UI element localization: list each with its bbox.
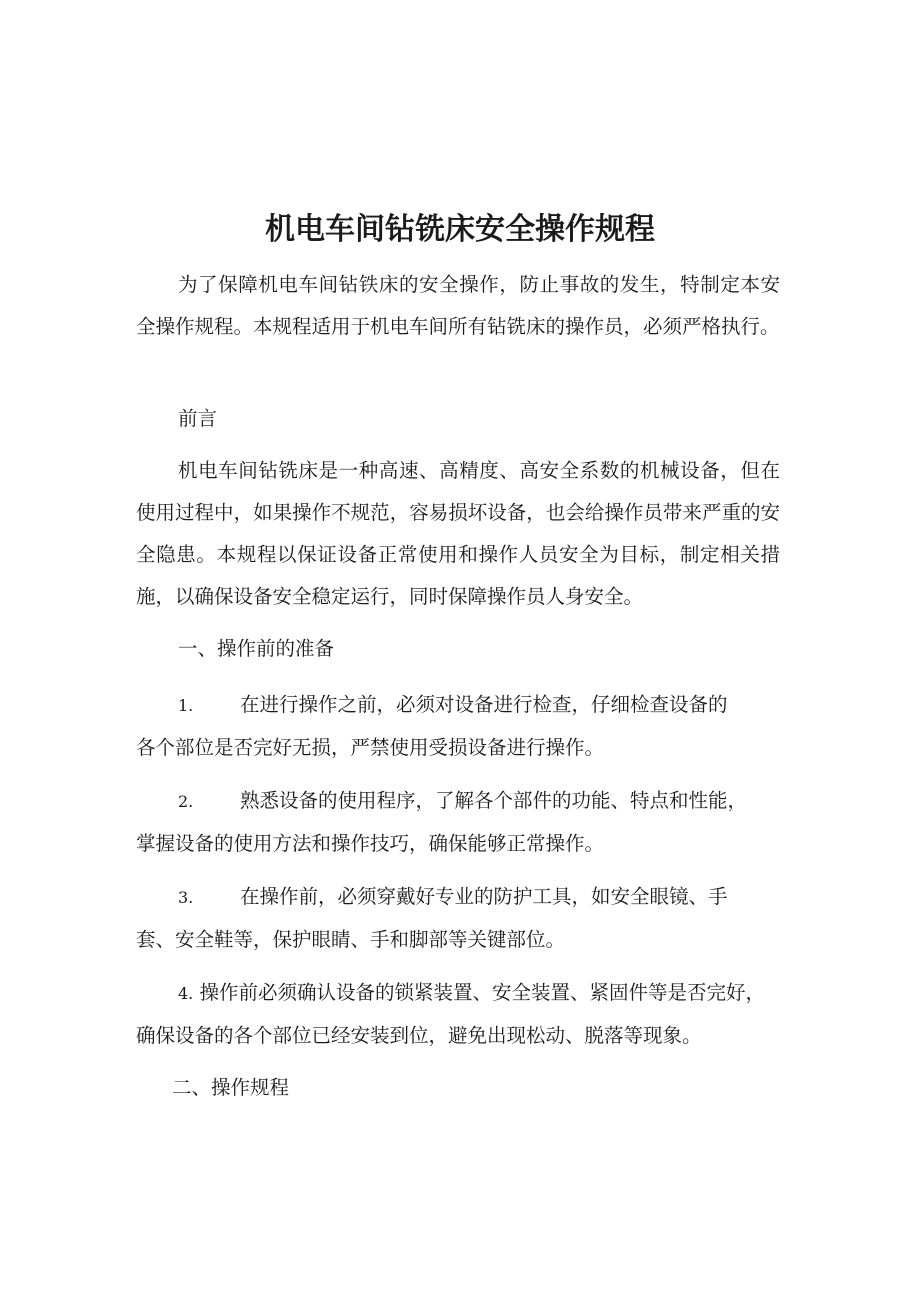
list-item-3-line-1 [136, 876, 780, 919]
document-title: 机电车间钻铣床安全操作规程 [265, 212, 655, 247]
list-item-4-line-1 [136, 972, 780, 1015]
list-item-2-line-1 [136, 780, 780, 823]
list-item-3-text-2: 套、安全鞋等，保护眼睛、手和脚部等关键部位。 [136, 928, 566, 951]
list-item-3-text-1: 在操作前，必须穿戴好专业的防护工具，如安全眼镜、手 [240, 885, 728, 908]
list-item-4 [136, 972, 780, 1057]
list-item-2-text-1: 熟悉设备的使用程序，了解各个部件的功能、特点和性能， [240, 789, 748, 812]
list-item-1-line-1 [136, 684, 780, 727]
list-item-1-text-1: 在进行操作之前，必须对设备进行检查，仔细检查设备的 [240, 693, 728, 716]
section-1-heading: 一、操作前的准备 [178, 637, 335, 660]
list-item-4-text-1: 操作前必须确认设备的锁紧装置、安全装置、紧固件等是否完好， [199, 981, 765, 1004]
list-item-2-text-2: 掌握设备的使用方法和操作技巧，确保能够正常操作。 [136, 832, 605, 855]
list-item-2-number: 2. [178, 792, 194, 811]
section-2-heading: 二、操作规程 [172, 1076, 290, 1099]
list-item-4-number: 4. [178, 984, 194, 1003]
preface-heading: 前言 [178, 407, 218, 430]
list-item-2 [136, 780, 780, 865]
list-item-1-text-2: 各个部位是否完好无损，严禁使用受损设备进行操作。 [136, 736, 605, 759]
list-item-1-number: 1. [178, 696, 194, 715]
preface-paragraph: 机电车间钻铣床是一种高速、高精度、高安全系数的机械设备，但在使用过程中，如果操作不规范，容易损坏设备，也会给操作员带来严重的安全隐患。本规程以保证设备正常使用和操作人员安全为目标，制定相关措施，以确保设备安全稳定运行，同时保障操作员人身安全。 [136, 459, 780, 608]
list-item-4-text-2: 确保设备的各个部位已经安装到位，避免出现松动、脱落等现象。 [136, 1024, 702, 1047]
list-item-3-number: 3. [178, 888, 194, 907]
list-item-3 [136, 876, 780, 961]
list-item-1 [136, 684, 780, 769]
intro-paragraph: 为了保障机电车间钻铁床的安全操作，防止事故的发生，特制定本安全操作规程。本规程适用于机电车间所有钻铣床的操作员，必须严格执行。 [136, 273, 780, 338]
